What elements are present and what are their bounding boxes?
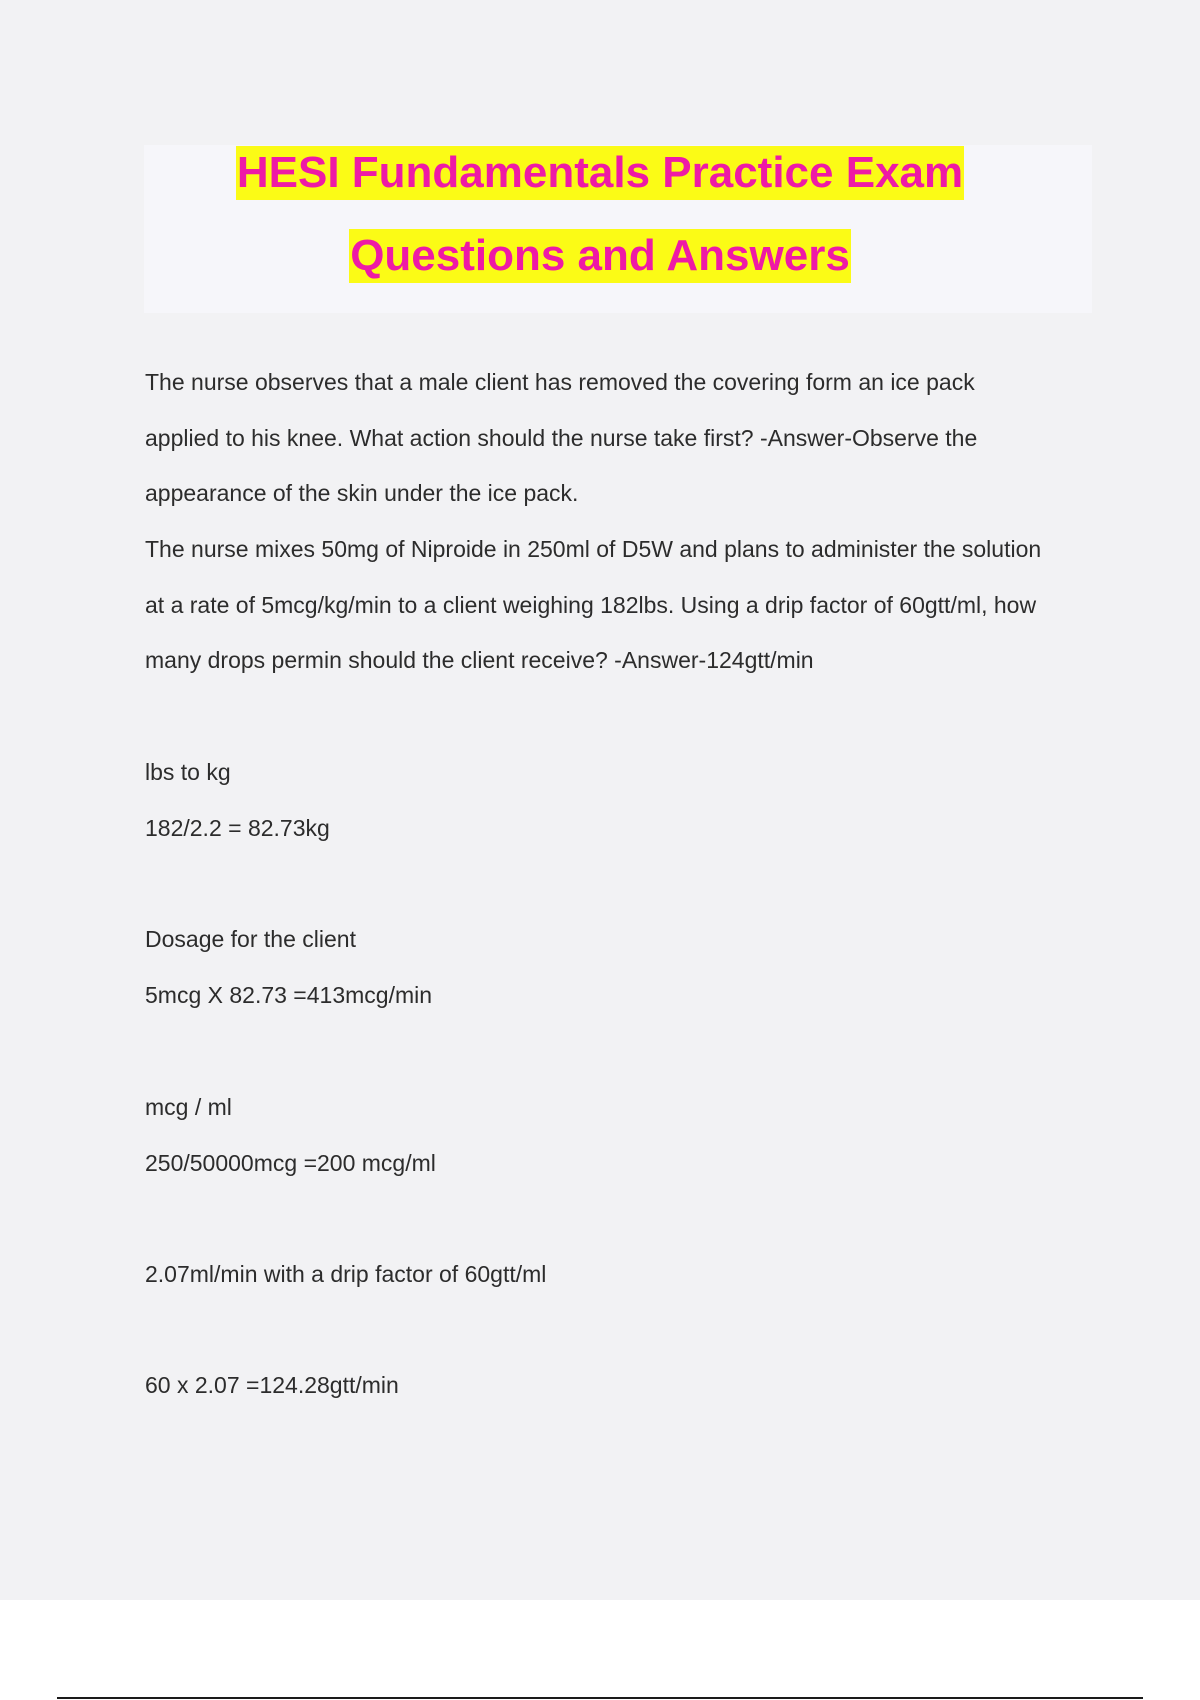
question-1-line-3: appearance of the skin under the ice pack. <box>145 480 579 506</box>
question-1-line-1: The nurse observes that a male client has removed the covering form an ice pack <box>145 369 975 395</box>
question-1-line-2: applied to his knee. What action should the nurse take first? -Answer-Observe the <box>145 425 978 451</box>
document-title-line-1: HESI Fundamentals Practice Exam <box>236 146 964 200</box>
drops-calc: 60 x 2.07 =124.28gtt/min <box>145 1372 399 1398</box>
question-2-line-2: at a rate of 5mcg/kg/min to a client weighing 182lbs. Using a drip factor of 60gtt/ml, how <box>145 592 1037 618</box>
title-row-1 <box>0 146 1200 200</box>
document-title-line-2: Questions and Answers <box>349 229 851 283</box>
lbs-to-kg-calc: 182/2.2 = 82.73kg <box>145 815 330 841</box>
dosage-label: Dosage for the client <box>145 926 356 952</box>
question-2-line-1: The nurse mixes 50mg of Niproide in 250ml of D5W and plans to administer the solution <box>145 536 1042 562</box>
footer-divider <box>57 1697 1143 1699</box>
dosage-calc: 5mcg X 82.73 =413mcg/min <box>145 982 433 1008</box>
concentration-label: mcg / ml <box>145 1094 232 1120</box>
page-footer <box>0 1600 1200 1700</box>
rate-text: 2.07ml/min with a drip factor of 60gtt/ml <box>145 1261 547 1287</box>
lbs-to-kg-label: lbs to kg <box>145 759 231 785</box>
concentration-calc: 250/50000mcg =200 mcg/ml <box>145 1150 436 1176</box>
title-row-2 <box>0 229 1200 283</box>
question-2-line-3: many drops permin should the client receive? -Answer-124gtt/min <box>145 647 814 673</box>
